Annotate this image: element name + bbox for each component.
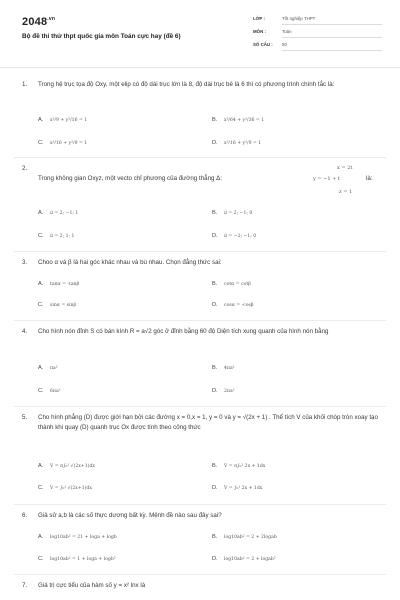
q5-option-b[interactable] bbox=[212, 463, 265, 469]
system-eq-1: x = 2t bbox=[337, 165, 353, 171]
question-divider bbox=[14, 406, 386, 407]
question-text: Giá trị cực tiểu của hàm số y = x² lnx là bbox=[38, 582, 146, 589]
q5-option-d[interactable] bbox=[212, 485, 262, 491]
exam-header bbox=[0, 0, 400, 68]
option-letter: D. bbox=[212, 233, 218, 239]
meta-subject-value: Toán bbox=[282, 29, 382, 38]
question-number: 7. bbox=[22, 582, 28, 589]
option-letter: D. bbox=[212, 388, 218, 394]
question-divider bbox=[14, 574, 386, 575]
meta-count-key: SỐ CÂU : bbox=[253, 42, 273, 47]
option-math: u⃗ = 2; 1; 1 bbox=[50, 233, 75, 239]
question-number: 3. bbox=[22, 259, 28, 266]
site-logo[interactable]: $2048^{.vn}$ bbox=[22, 16, 56, 28]
question-7 bbox=[22, 581, 378, 595]
question-text-suffix: là: bbox=[366, 175, 373, 182]
option-letter: B. bbox=[212, 281, 218, 287]
option-math: log10ab² = 21 + loga + logb bbox=[50, 534, 117, 540]
option-letter: B. bbox=[212, 463, 218, 469]
option-letter: C. bbox=[38, 556, 44, 562]
q3-option-b[interactable] bbox=[212, 281, 251, 287]
question-text: Trong không gian Oxyz, một vecto chỉ phương của đường thẳng Δ: bbox=[38, 175, 223, 182]
option-math: cotα = cotβ bbox=[224, 281, 251, 287]
q2-option-a[interactable] bbox=[38, 210, 78, 216]
option-math: tanα = -tanβ bbox=[50, 281, 80, 287]
option-math: V = ∫₀¹ √(2x+1)dx bbox=[50, 485, 92, 491]
question-number: 5. bbox=[22, 414, 28, 421]
option-letter: C. bbox=[38, 388, 44, 394]
option-letter: A. bbox=[38, 210, 44, 216]
question-number: 2. bbox=[22, 165, 28, 172]
option-math: 6πa² bbox=[50, 388, 61, 394]
question-number: 1. bbox=[22, 81, 28, 88]
q6-option-a[interactable] bbox=[38, 534, 117, 540]
option-letter: A. bbox=[38, 463, 44, 469]
question-number: 4. bbox=[22, 328, 28, 335]
option-letter: B. bbox=[212, 210, 218, 216]
q2-option-c[interactable] bbox=[38, 233, 74, 239]
option-letter: C. bbox=[38, 485, 44, 491]
option-math: 4πa² bbox=[224, 365, 235, 371]
logo-suffix: .vn bbox=[47, 16, 56, 22]
option-math: x²/9 + y²/16 = 1 bbox=[50, 117, 88, 123]
option-letter: A. bbox=[38, 365, 44, 371]
q5-option-c[interactable] bbox=[38, 485, 92, 491]
system-eq-2: y = −1 + t bbox=[313, 176, 340, 182]
meta-subject-row bbox=[253, 29, 382, 42]
option-letter: D. bbox=[212, 556, 218, 562]
question-4 bbox=[22, 327, 378, 355]
question-divider bbox=[14, 157, 386, 158]
question-divider bbox=[14, 251, 386, 252]
meta-class-key: LỚP : bbox=[253, 16, 265, 21]
option-letter: B. bbox=[212, 534, 218, 540]
option-math: x²/64 + y²/36 = 1 bbox=[224, 117, 265, 123]
q2-option-b[interactable] bbox=[212, 210, 252, 216]
question-text: Choo α và β là hai góc khác nhau và bù nhau. Chọn đẳng thức sai: bbox=[38, 259, 222, 266]
q6-option-d[interactable] bbox=[212, 556, 276, 562]
option-letter: B. bbox=[212, 365, 218, 371]
system-eq-3: z = 1 bbox=[339, 189, 353, 195]
q4-option-c[interactable] bbox=[38, 388, 61, 394]
q5-option-a[interactable] bbox=[38, 463, 95, 469]
option-math: log10ab² = 1 + loga + logb² bbox=[50, 556, 116, 562]
option-letter: A. bbox=[38, 534, 44, 540]
option-math: x²/16 + y²/9 = 1 bbox=[224, 140, 262, 146]
option-math: u⃗ = 2; −1; 1 bbox=[50, 210, 79, 216]
question-6 bbox=[22, 511, 378, 525]
option-math: V = π∫₀¹ √(2x+1)dx bbox=[50, 463, 95, 469]
option-letter: B. bbox=[212, 117, 218, 123]
option-letter: D. bbox=[212, 485, 218, 491]
option-letter: D. bbox=[212, 140, 218, 146]
q1-option-d[interactable] bbox=[212, 140, 261, 146]
q4-option-b[interactable] bbox=[212, 365, 235, 371]
line-equation-system bbox=[337, 163, 352, 174]
option-math: cosα = -cosβ bbox=[224, 302, 254, 308]
option-letter: C. bbox=[38, 233, 44, 239]
question-1 bbox=[22, 80, 378, 110]
option-letter: C. bbox=[38, 302, 44, 308]
question-text: Cho hình nón đỉnh S có bán kính R = a√2 góc ở đỉnh bằng 60 độ Diện tích xung quanh của hình nón bằng bbox=[38, 328, 329, 335]
q1-option-a[interactable] bbox=[38, 117, 87, 123]
q4-option-a[interactable] bbox=[38, 365, 58, 371]
question-text: Cho hình phẳng (D) được giới hạn bởi các đường x = 0,x = 1, y = 0 và y = √(2x + 1) . Thể tích V của khối chóp tròn xoay tạo thành khi quay (D) quanh trục Ox được tính theo công thức bbox=[38, 414, 378, 431]
meta-count-row bbox=[253, 42, 382, 55]
q3-option-c[interactable] bbox=[38, 302, 76, 308]
option-math: u⃗ = −2; −1; 0 bbox=[224, 233, 257, 239]
exam-meta bbox=[253, 16, 382, 55]
option-math: x²/16 + y²/9 = 1 bbox=[50, 140, 88, 146]
option-math: 2πa² bbox=[224, 388, 235, 394]
question-number: 6. bbox=[22, 512, 28, 519]
option-letter: D. bbox=[212, 302, 218, 308]
question-3 bbox=[22, 258, 378, 272]
option-math: log10ab² = 2 + 2logab bbox=[224, 534, 277, 540]
question-text: Giả sử a,b là các số thực dương bất kỳ. Mệnh đề nào sau đây sai? bbox=[38, 512, 222, 519]
q3-option-a[interactable] bbox=[38, 281, 79, 287]
q6-option-c[interactable] bbox=[38, 556, 116, 562]
option-math: sinα = sinβ bbox=[50, 302, 77, 308]
q4-option-d[interactable] bbox=[212, 388, 235, 394]
option-math: V = π∫₀¹ 2x + 1dx bbox=[224, 463, 266, 469]
meta-subject-key: MÔN : bbox=[253, 29, 266, 34]
question-divider bbox=[14, 504, 386, 505]
q1-option-c[interactable] bbox=[38, 140, 87, 146]
meta-count-value: 50 bbox=[282, 42, 382, 51]
option-math: πa² bbox=[50, 365, 58, 371]
option-math: V = ∫₀¹ 2x + 1dx bbox=[224, 485, 263, 491]
meta-class-row bbox=[253, 16, 382, 29]
option-math: log10ab² = 2 + logab² bbox=[224, 556, 276, 562]
question-5 bbox=[22, 413, 378, 455]
option-math: u⃗ = 2; −1; 0 bbox=[224, 210, 253, 216]
exam-title: Bộ đề thi thử thpt quốc gia môn Toán cực hay (đề 6) bbox=[22, 33, 181, 40]
q6-option-b[interactable] bbox=[212, 534, 277, 540]
option-letter: A. bbox=[38, 281, 44, 287]
q2-option-d[interactable] bbox=[212, 233, 256, 239]
option-letter: C. bbox=[38, 140, 44, 146]
q1-option-b[interactable] bbox=[212, 117, 264, 123]
q3-option-d[interactable] bbox=[212, 302, 253, 308]
meta-class-value: Tốt nghiệp THPT bbox=[282, 16, 382, 25]
question-divider bbox=[14, 320, 386, 321]
option-letter: A. bbox=[38, 117, 44, 123]
question-text: Trong hệ trục tọa độ Oxy, một elip có độ dài trục lớn là 8, độ dài trục bé là 6 thì có phương trình chính tắc là: bbox=[38, 81, 335, 88]
